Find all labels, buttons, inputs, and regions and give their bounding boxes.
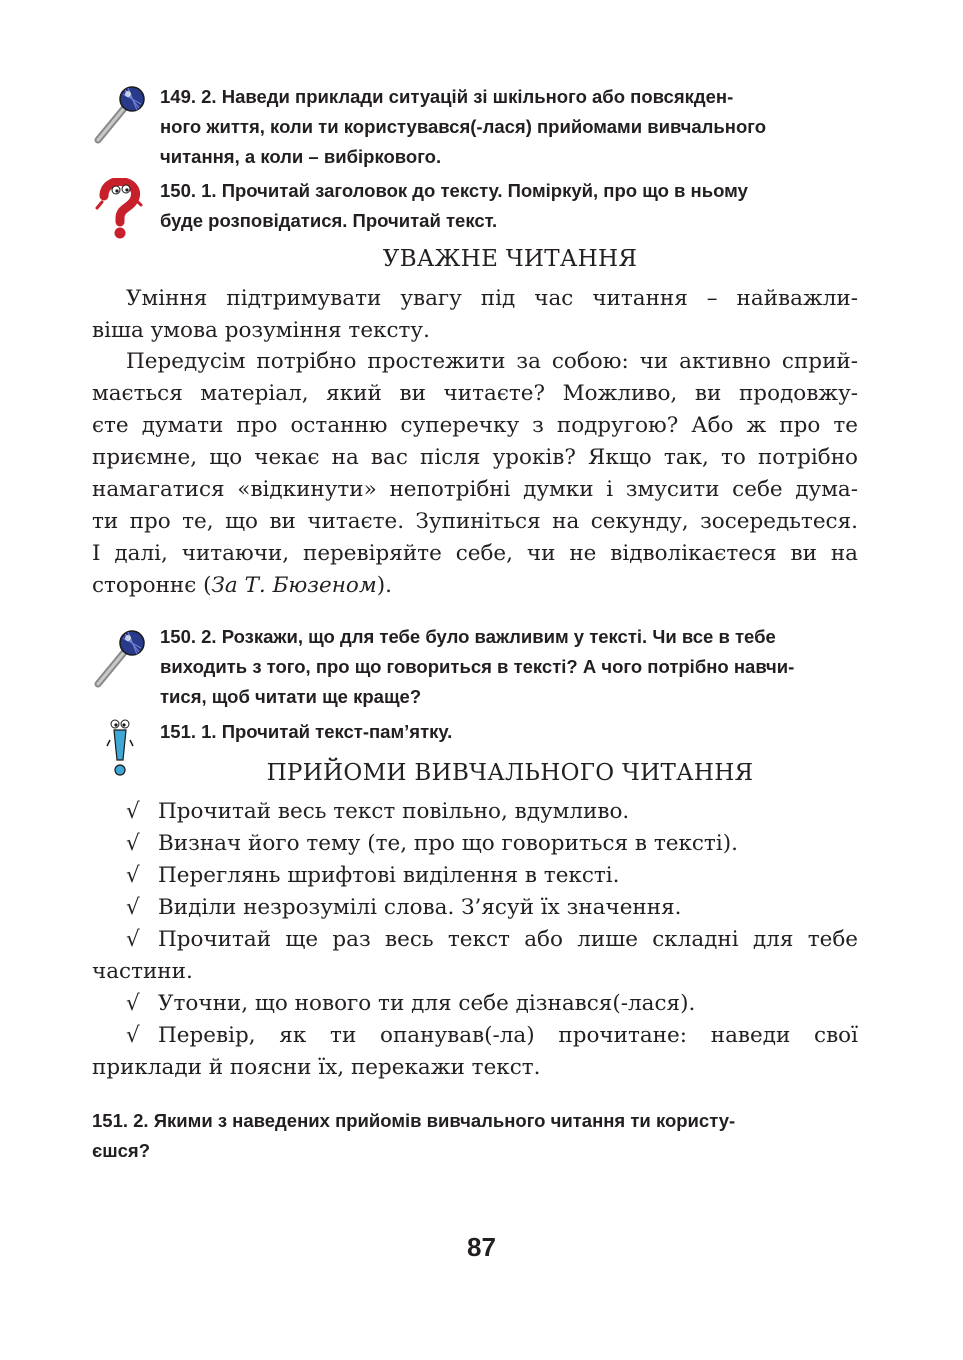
paragraph-line: єте думати про останню суперечку з подругою? Або ж про те xyxy=(92,413,858,438)
page-number: 87 xyxy=(467,1232,496,1262)
memo-item-text: Уточни, що нового ти для себе дізнався(-лася). xyxy=(158,991,696,1016)
memo-item-text: приклади й поясни їх, перекажи текст. xyxy=(92,1055,541,1080)
task-150-2 xyxy=(160,622,860,712)
check-mark: √ xyxy=(126,927,140,952)
memo-item xyxy=(92,1020,858,1084)
task-150-1 xyxy=(160,176,860,236)
memo-item xyxy=(92,988,858,1020)
check-mark: √ xyxy=(126,1023,140,1048)
paragraph-text: стороннє ( xyxy=(92,573,212,598)
task-line: єшся? xyxy=(92,1140,151,1161)
paragraph-last-line xyxy=(92,570,858,602)
paragraph-2 xyxy=(92,346,858,602)
question-mark-icon xyxy=(94,178,144,240)
check-mark: √ xyxy=(126,991,140,1016)
paragraph-text: ). xyxy=(376,573,392,598)
task-151-2 xyxy=(92,1106,862,1166)
paragraph-line: приємне, що чекає на вас після уроків? Якщо так, то потрібно xyxy=(92,445,858,470)
paragraph-line: Передусім потрібно простежити за собою: чи активно сприй- xyxy=(126,349,858,374)
task-line: читання, а коли – вибіркового. xyxy=(160,146,442,167)
memo-item-text: Прочитай весь текст повільно, вдумливо. xyxy=(158,799,630,824)
check-mark: √ xyxy=(126,799,140,824)
task-line: 150. 2. Розкажи, що для тебе було важливим у тексті. Чи все в тебе xyxy=(160,626,776,647)
exclamation-mark-icon xyxy=(106,716,134,780)
paragraph-line: намагатися «відкинути» непотрібні думки і змусити себе дума- xyxy=(92,477,858,502)
task-line: 149. 2. Наведи приклади ситуацій зі шкільного або повсякден- xyxy=(160,86,734,107)
memo-item-text: частини. xyxy=(92,959,193,984)
paragraph-line: Уміння підтримувати увагу під час читання – найважли- xyxy=(126,286,858,311)
memo-item-text: Перевір, як ти опанував(-ла) прочитане: наведи свої xyxy=(158,1023,858,1048)
memo-item xyxy=(92,860,858,892)
memo-item xyxy=(92,892,858,924)
microphone-icon xyxy=(92,628,150,688)
memo-item xyxy=(92,796,858,828)
task-line: виходить з того, про що говориться в тексті? А чого потрібно навчи- xyxy=(160,656,795,677)
paragraph-line: віша умова розуміння тексту. xyxy=(92,318,430,343)
task-line: 150. 1. Прочитай заголовок до тексту. Поміркуй, про що в ньому xyxy=(160,180,748,201)
check-mark: √ xyxy=(126,895,140,920)
microphone-icon xyxy=(92,84,150,144)
task-line: ного життя, коли ти користувався(-лася) прийомами вивчального xyxy=(160,116,767,137)
paragraph-line: ти про те, що ви читаєте. Зупиніться на секунду, зосередьтеся. xyxy=(92,509,858,534)
memo-title: ПРИЙОМИ ВИВЧАЛЬНОГО ЧИТАННЯ xyxy=(266,760,754,786)
source-author: За Т. Бюзеном xyxy=(211,573,377,598)
task-line: тися, щоб читати ще краще? xyxy=(160,686,422,707)
check-mark: √ xyxy=(126,863,140,888)
paragraph-line: І далі, читаючи, перевіряйте себе, чи не відволікаєтеся ви на xyxy=(92,541,858,566)
text-title: УВАЖНЕ ЧИТАННЯ xyxy=(382,246,638,272)
task-line: буде розповідатися. Прочитай текст. xyxy=(160,210,498,231)
task-line: 151. 2. Якими з наведених прийомів вивчального читання ти користу- xyxy=(92,1110,736,1131)
memo-item-text: Переглянь шрифтові виділення в тексті. xyxy=(158,863,620,888)
memo-item-text: Виділи незрозумілі слова. З’ясуй їх значення. xyxy=(158,895,682,920)
memo-item-text: Визнач його тему (те, про що говориться в тексті). xyxy=(158,831,738,856)
memo-item xyxy=(92,828,858,860)
task-149-2 xyxy=(160,82,860,172)
task-line: 151. 1. Прочитай текст-пам’ятку. xyxy=(160,721,453,742)
memo-item xyxy=(92,924,858,988)
check-mark: √ xyxy=(126,831,140,856)
paragraph-1 xyxy=(92,283,858,347)
memo-item-text: Прочитай ще раз весь текст або лише складні для тебе xyxy=(158,927,858,952)
task-151-1 xyxy=(160,717,860,747)
paragraph-line: мається матеріал, який ви читаєте? Можливо, ви продовжу- xyxy=(92,381,858,406)
